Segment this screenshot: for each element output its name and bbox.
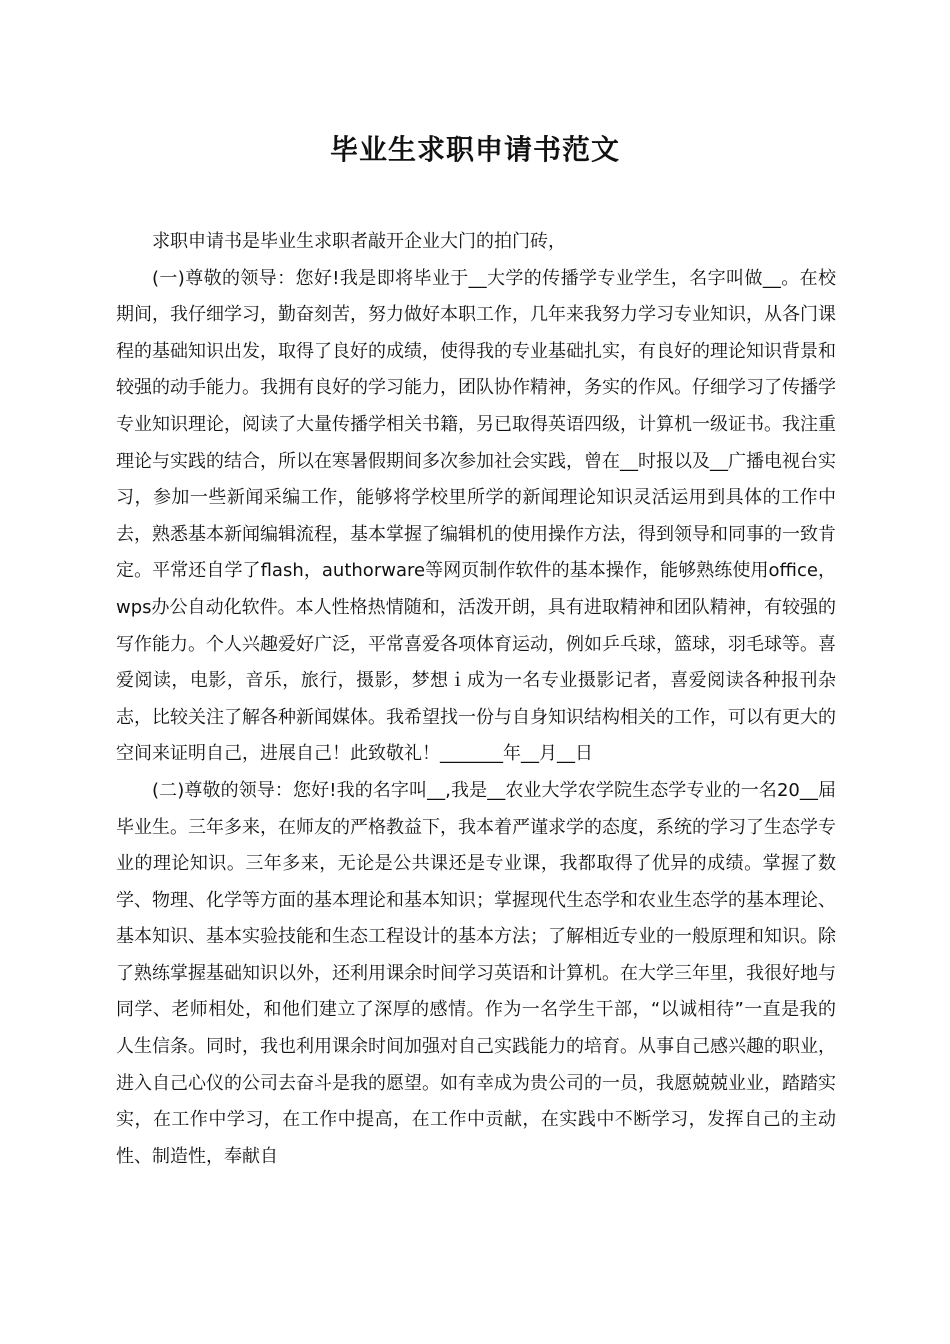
letter-two-paragraph: (二)尊敬的领导：您好!我的名字叫__,我是__农业大学农学院生态学专业的一名20__届毕业生。三年多来，在师友的严格教益下，我本着严谨求学的态度，系统的学习了生态学专业的理论知识。三年多来，无论是公共课还是专业课，我都取得了优异的成绩。掌握了数学、物理、化学等方面的基本理论和基本知识；掌握现代生态学和农业生态学的基本理论、基本知识、基本实验技能和生态工程设计的基本方法；了解相近专业的一般原理和知识。除了熟练掌握基础知识以外，还利用课余时间学习英语和计算机。在大学三年里，我很好地与同学、老师相处，和他们建立了深厚的感情。作为一名学生干部，“以诚相待”一直是我的人生信条。同时，我也利用课余时间加强对自己实践能力的培育。从事自己感兴趣的职业，进入自己心仪的公司去奋斗是我的愿望。如有幸成为贵公司的一员，我愿兢兢业业，踏踏实实，在工作中学习，在工作中提高，在工作中贡献，在实践中不断学习，发挥自己的主动性、制造性，奉献自	[116, 779, 836, 1167]
document-title: 毕业生求职申请书范文	[329, 133, 620, 166]
document-body	[116, 224, 836, 1175]
intro-paragraph: 求职申请书是毕业生求职者敲开企业大门的拍门砖，	[152, 231, 566, 252]
letter-one-paragraph: (一)尊敬的领导：您好!我是即将毕业于__大学的传播学专业学生，名字叫做__。在校期间，我仔细学习，勤奋刻苦，努力做好本职工作，几年来我努力学习专业知识，从各门课程的基础知识出发，取得了良好的成绩，使得我的专业基础扎实，有良好的理论知识背景和较强的动手能力。我拥有良好的学习能力，团队协作精神，务实的作风。仔细学习了传播学专业知识理论，阅读了大量传播学相关书籍，另已取得英语四级，计算机一级证书。我注重理论与实践的结合，所以在寒暑假期间多次参加社会实践，曾在__时报以及__广播电视台实习，参加一些新闻采编工作，能够将学校里所学的新闻理论知识灵活运用到具体的工作中去，熟悉基本新闻编辑流程，基本掌握了编辑机的使用操作方法，得到领导和同事的一致肯定。平常还自学了flash，authorware等网页制作软件的基本操作，能够熟练使用office，wps办公自动化软件。本人性格热情随和，活泼开朗，具有进取精神和团队精神，有较强的写作能力。个人兴趣爱好广泛，平常喜爱各项体育运动，例如乒乓球，篮球，羽毛球等。喜爱阅读，电影，音乐，旅行，摄影，梦想ｉ成为一名专业摄影记者，喜爱阅读各种报刊杂志，比较关注了解各种新闻媒体。我希望找一份与自身知识结构相关的工作，可以有更大的空间来证明自己，进展自己！此致敬礼！_______年__月__日	[116, 267, 836, 765]
